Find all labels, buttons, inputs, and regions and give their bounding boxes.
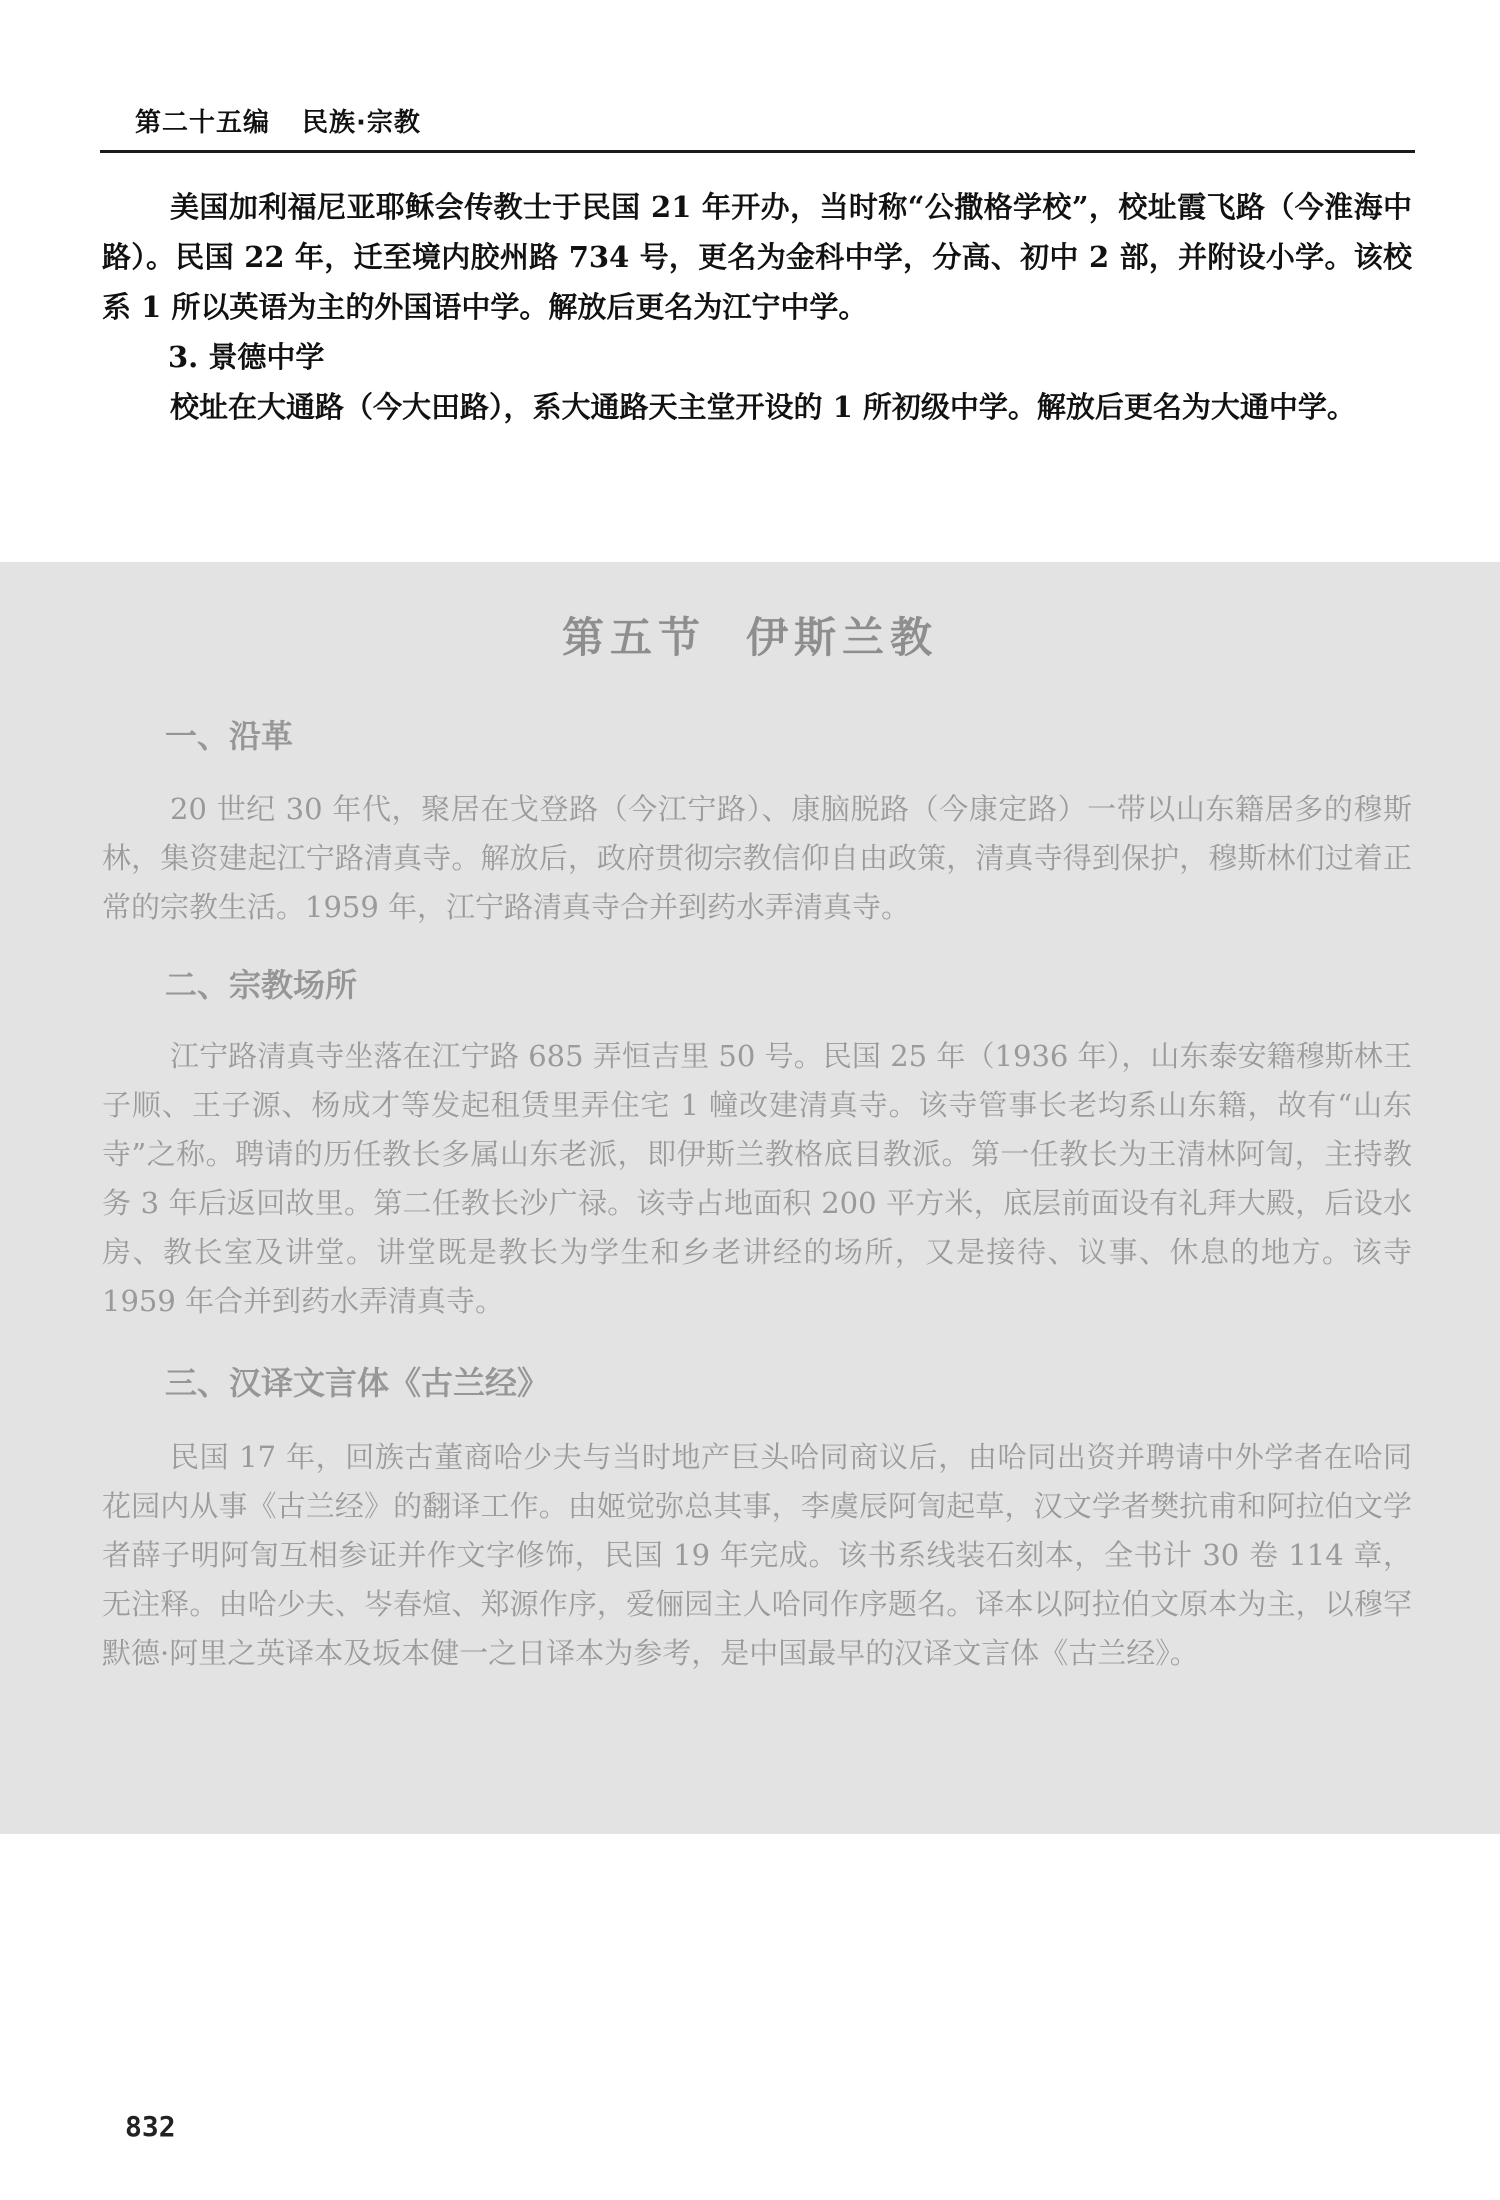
running-head-part: 第二十五编: [135, 108, 271, 138]
header-rule: [100, 150, 1415, 153]
section-title: [0, 605, 1500, 665]
paragraph-quran-translation: 民国 17 年，回族古董商哈少夫与当时地产巨头哈同商议后，由哈同出资并聘请中外学者在哈同花园内从事《古兰经》的翻译工作。由姬觉弥总其事，李虞辰阿訇起草，汉文学者樊抗甫和阿拉伯文学者薛子明阿訇互相参证并作文字修饰，民国 19 年完成。该书系线装石刻本，全书计 30 卷 114 章，无注释。由哈少夫、岑春煊、郑源作序，爱俪园主人哈同作序题名。译本以阿拉伯文原本为主，以穆罕默德·阿里之英译本及坂本健一之日译本为参考，是中国最早的汉译文言体《古兰经》。: [102, 1440, 1412, 1670]
section-number: 第五节: [561, 613, 706, 662]
running-head: [135, 102, 421, 139]
heading-history: 一、沿革: [165, 717, 294, 755]
heading-quran-translation: 三、汉译文言体《古兰经》: [165, 1364, 550, 1402]
paragraph-jinke-school: 美国加利福尼亚耶稣会传教士于民国 21 年开办，当时称“公撒格学校”，校址霞飞路（今淮海中路）。民国 22 年，迁至境内胶州路 734 号，更名为金科中学，分高、初中 2 部，并附设小学。该校系 1 所以英语为主的外国语中学。解放后更名为江宁中学。: [102, 190, 1412, 324]
paragraph-religious-sites: 江宁路清真寺坐落在江宁路 685 弄恒吉里 50 号。民国 25 年（1936 年），山东泰安籍穆斯林王子顺、王子源、杨成才等发起租赁里弄住宅 1 幢改建清真寺。该寺管事长老均系山东籍，故有“山东寺”之称。聘请的历任教长多属山东老派，即伊斯兰教格底目教派。第一任教长为王清林阿訇，主持教务 3 年后返回故里。第二任教长沙广禄。该寺占地面积 200 平方米，底层前面设有礼拜大殿，后设水房、教长室及讲堂。讲堂既是教长为学生和乡老讲经的场所，又是接待、议事、休息的地方。该寺 1959 年合并到药水弄清真寺。: [102, 1039, 1412, 1318]
paragraph-history: 20 世纪 30 年代，聚居在戈登路（今江宁路）、康脑脱路（今康定路）一带以山东籍居多的穆斯林，集资建起江宁路清真寺。解放后，政府贯彻宗教信仰自由政策，清真寺得到保护，穆斯林们过着正常的宗教生活。1959 年，江宁路清真寺合并到药水弄清真寺。: [102, 792, 1412, 924]
heading-religious-sites: 二、宗教场所: [165, 966, 358, 1004]
page-number: 832: [125, 2110, 176, 2143]
section-name: 伊斯兰教: [746, 613, 939, 662]
paragraph-jingde-school: 校址在大通路（今大田路），系大通路天主堂开设的 1 所初级中学。解放后更名为大通中学。: [170, 390, 1356, 424]
subheading-jingde-school: 3. 景德中学: [168, 340, 325, 374]
running-head-title: 民族·宗教: [302, 108, 421, 138]
